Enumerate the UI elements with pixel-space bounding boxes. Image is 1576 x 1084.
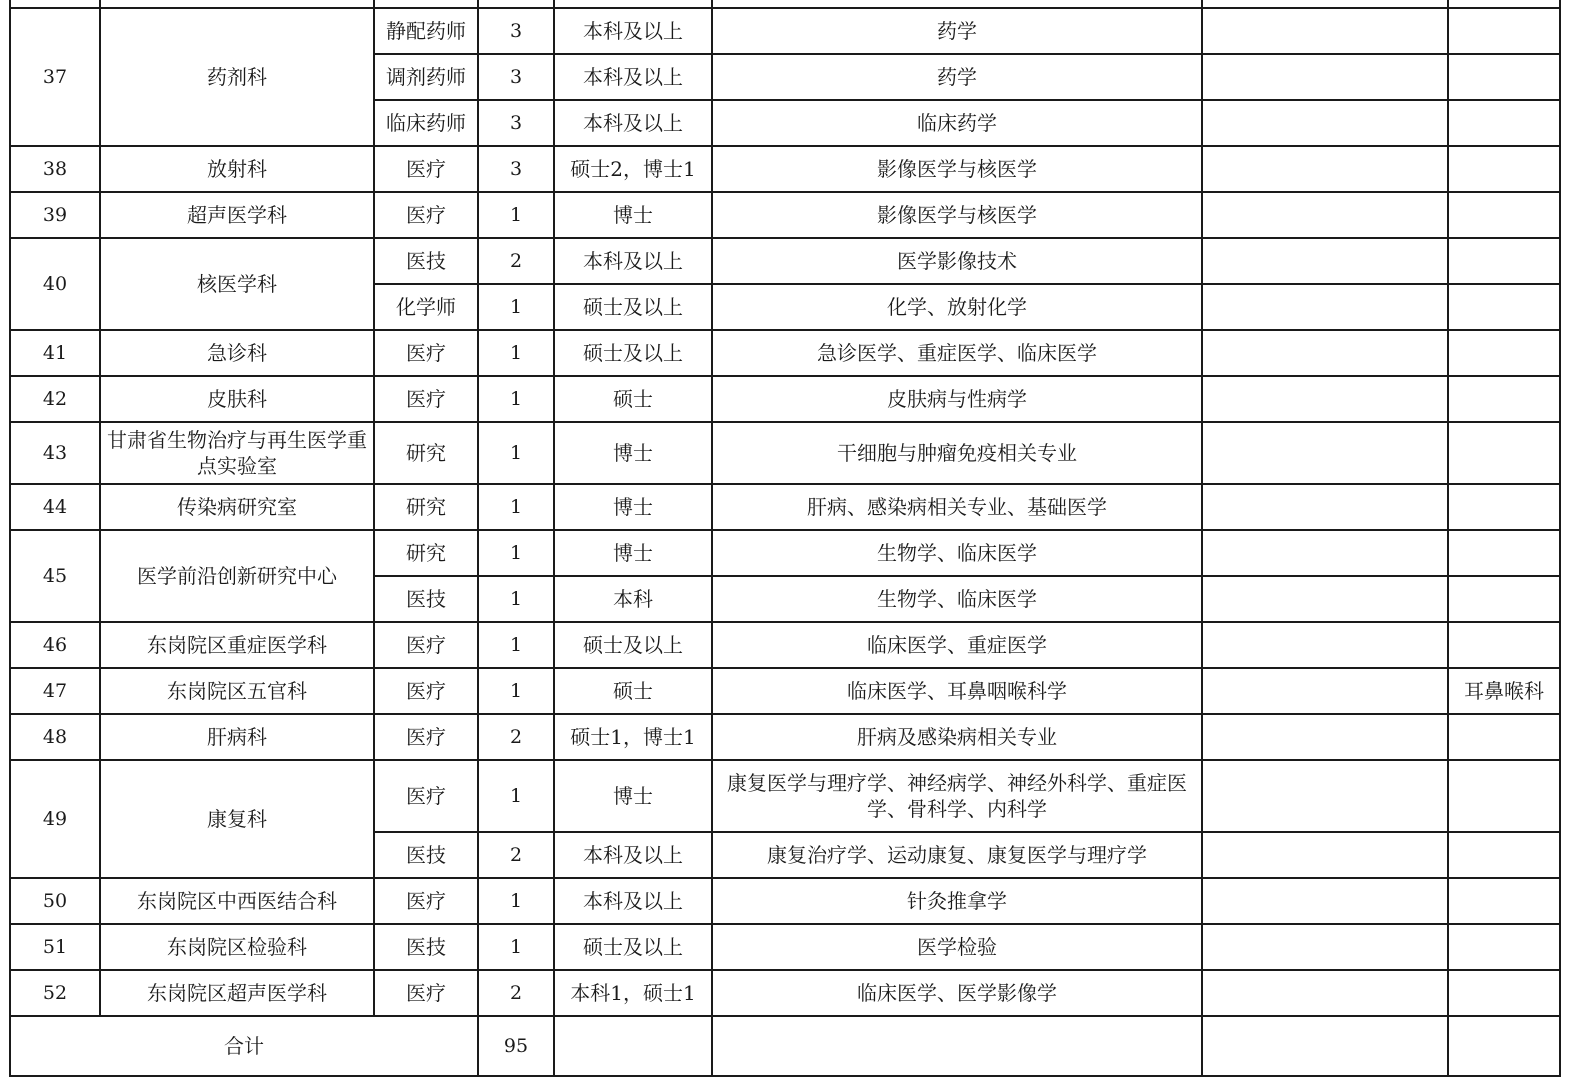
remark-cell [1448,330,1560,376]
position-cell: 医疗 [374,714,478,760]
position-cell: 医疗 [374,970,478,1016]
requirement-cell [1202,760,1448,832]
requirement-cell [1202,714,1448,760]
table-row [10,530,1560,576]
row-number-cell: 45 [10,530,100,622]
requirement-cell [1202,832,1448,878]
row-number-cell: 44 [10,484,100,530]
total-empty-cell [1202,1016,1448,1076]
table-row [10,878,1560,924]
education-cell: 博士 [554,484,712,530]
row-number-cell: 38 [10,146,100,192]
education-cell: 硕士及以上 [554,330,712,376]
department-cell: 东岗院区检验科 [100,924,374,970]
position-cell: 医技 [374,924,478,970]
major-cell: 影像医学与核医学 [712,192,1202,238]
major-cell: 医学影像技术 [712,238,1202,284]
row-number-cell: 40 [10,238,100,330]
requirement-cell [1202,970,1448,1016]
total-row [10,1016,1560,1076]
position-cell: 研究 [374,422,478,484]
total-empty-cell [1448,1016,1560,1076]
headcount-cell: 1 [478,484,554,530]
remark-cell [1448,238,1560,284]
remark-cell [1448,832,1560,878]
department-cell: 皮肤科 [100,376,374,422]
table-row [10,146,1560,192]
major-cell: 化学、放射化学 [712,284,1202,330]
headcount-cell: 1 [478,760,554,832]
requirement-cell [1202,100,1448,146]
position-cell: 化学师 [374,284,478,330]
headcount-cell: 1 [478,376,554,422]
department-cell: 甘肃省生物治疗与再生医学重点实验室 [100,422,374,484]
row-number-cell: 41 [10,330,100,376]
major-cell: 肝病及感染病相关专业 [712,714,1202,760]
education-cell: 本科及以上 [554,100,712,146]
department-cell: 东岗院区重症医学科 [100,622,374,668]
department-cell: 传染病研究室 [100,484,374,530]
position-cell: 医疗 [374,376,478,422]
remark-cell [1448,422,1560,484]
cutoff-cell [1448,0,1560,8]
requirement-cell [1202,54,1448,100]
headcount-cell: 3 [478,100,554,146]
requirement-cell [1202,668,1448,714]
position-cell: 医技 [374,832,478,878]
department-cell: 康复科 [100,760,374,878]
total-label-cell: 合计 [10,1016,478,1076]
position-cell: 临床药师 [374,100,478,146]
cutoff-cell [1202,0,1448,8]
headcount-cell: 1 [478,422,554,484]
requirement-cell [1202,376,1448,422]
department-cell: 急诊科 [100,330,374,376]
headcount-cell: 3 [478,54,554,100]
row-number-cell: 43 [10,422,100,484]
table-row-cutoff [10,0,1560,8]
row-number-cell: 42 [10,376,100,422]
major-cell: 针灸推拿学 [712,878,1202,924]
recruitment-table-sheet [9,0,1561,1077]
position-cell: 医疗 [374,878,478,924]
major-cell: 皮肤病与性病学 [712,376,1202,422]
education-cell: 硕士 [554,668,712,714]
position-cell: 调剂药师 [374,54,478,100]
requirement-cell [1202,422,1448,484]
headcount-cell: 1 [478,924,554,970]
major-cell: 药学 [712,8,1202,54]
requirement-cell [1202,530,1448,576]
table-row [10,422,1560,484]
major-cell: 影像医学与核医学 [712,146,1202,192]
table-row [10,484,1560,530]
requirement-cell [1202,330,1448,376]
table-row [10,192,1560,238]
cutoff-cell [554,0,712,8]
headcount-cell: 1 [478,576,554,622]
major-cell: 生物学、临床医学 [712,530,1202,576]
department-cell: 医学前沿创新研究中心 [100,530,374,622]
major-cell: 康复治疗学、运动康复、康复医学与理疗学 [712,832,1202,878]
table-row [10,8,1560,54]
cutoff-cell [10,0,100,8]
position-cell: 医技 [374,576,478,622]
major-cell: 生物学、临床医学 [712,576,1202,622]
remark-cell [1448,484,1560,530]
requirement-cell [1202,622,1448,668]
total-empty-cell [554,1016,712,1076]
education-cell: 博士 [554,760,712,832]
requirement-cell [1202,146,1448,192]
position-cell: 医疗 [374,330,478,376]
remark-cell [1448,376,1560,422]
major-cell: 临床医学、重症医学 [712,622,1202,668]
headcount-cell: 1 [478,878,554,924]
education-cell: 本科及以上 [554,8,712,54]
table-row [10,760,1560,832]
education-cell: 硕士 [554,376,712,422]
education-cell: 硕士及以上 [554,924,712,970]
cutoff-cell [100,0,374,8]
major-cell: 干细胞与肿瘤免疫相关专业 [712,422,1202,484]
position-cell: 研究 [374,484,478,530]
department-cell: 东岗院区五官科 [100,668,374,714]
table-body [10,0,1560,1076]
requirement-cell [1202,8,1448,54]
department-cell: 核医学科 [100,238,374,330]
row-number-cell: 37 [10,8,100,146]
row-number-cell: 47 [10,668,100,714]
headcount-cell: 1 [478,622,554,668]
requirement-cell [1202,924,1448,970]
row-number-cell: 49 [10,760,100,878]
remark-cell [1448,924,1560,970]
position-cell: 静配药师 [374,8,478,54]
recruitment-table [9,0,1561,1077]
total-empty-cell [712,1016,1202,1076]
major-cell: 肝病、感染病相关专业、基础医学 [712,484,1202,530]
remark-cell [1448,760,1560,832]
requirement-cell [1202,484,1448,530]
row-number-cell: 52 [10,970,100,1016]
remark-cell [1448,714,1560,760]
table-row [10,668,1560,714]
education-cell: 硕士及以上 [554,622,712,668]
headcount-cell: 1 [478,668,554,714]
remark-cell [1448,8,1560,54]
education-cell: 博士 [554,192,712,238]
major-cell: 药学 [712,54,1202,100]
education-cell: 本科1，硕士1 [554,970,712,1016]
remark-cell [1448,970,1560,1016]
table-row [10,622,1560,668]
major-cell: 临床医学、耳鼻咽喉科学 [712,668,1202,714]
cutoff-cell [478,0,554,8]
requirement-cell [1202,284,1448,330]
major-cell: 临床医学、医学影像学 [712,970,1202,1016]
education-cell: 本科及以上 [554,832,712,878]
remark-cell [1448,284,1560,330]
remark-cell [1448,530,1560,576]
row-number-cell: 48 [10,714,100,760]
table-row [10,376,1560,422]
position-cell: 医疗 [374,192,478,238]
row-number-cell: 51 [10,924,100,970]
table-row [10,330,1560,376]
requirement-cell [1202,238,1448,284]
education-cell: 硕士及以上 [554,284,712,330]
headcount-cell: 3 [478,8,554,54]
row-number-cell: 39 [10,192,100,238]
remark-cell [1448,192,1560,238]
headcount-cell: 2 [478,970,554,1016]
table-row [10,924,1560,970]
cutoff-cell [374,0,478,8]
position-cell: 研究 [374,530,478,576]
major-cell: 康复医学与理疗学、神经病学、神经外科学、重症医学、骨科学、内科学 [712,760,1202,832]
remark-cell [1448,576,1560,622]
education-cell: 本科及以上 [554,54,712,100]
headcount-cell: 2 [478,238,554,284]
requirement-cell [1202,878,1448,924]
headcount-cell: 1 [478,330,554,376]
position-cell: 医疗 [374,668,478,714]
remark-cell [1448,878,1560,924]
education-cell: 博士 [554,422,712,484]
table-row [10,714,1560,760]
table-row [10,238,1560,284]
requirement-cell [1202,192,1448,238]
headcount-cell: 3 [478,146,554,192]
position-cell: 医疗 [374,760,478,832]
total-count-cell: 95 [478,1016,554,1076]
headcount-cell: 1 [478,192,554,238]
headcount-cell: 2 [478,714,554,760]
row-number-cell: 46 [10,622,100,668]
remark-cell [1448,54,1560,100]
department-cell: 肝病科 [100,714,374,760]
education-cell: 本科及以上 [554,878,712,924]
department-cell: 东岗院区中西医结合科 [100,878,374,924]
education-cell: 本科及以上 [554,238,712,284]
department-cell: 药剂科 [100,8,374,146]
requirement-cell [1202,576,1448,622]
department-cell: 东岗院区超声医学科 [100,970,374,1016]
table-row [10,970,1560,1016]
remark-cell [1448,622,1560,668]
remark-cell [1448,146,1560,192]
cutoff-cell [712,0,1202,8]
major-cell: 医学检验 [712,924,1202,970]
education-cell: 博士 [554,530,712,576]
education-cell: 硕士1，博士1 [554,714,712,760]
position-cell: 医疗 [374,146,478,192]
major-cell: 临床药学 [712,100,1202,146]
department-cell: 放射科 [100,146,374,192]
education-cell: 硕士2，博士1 [554,146,712,192]
remark-cell: 耳鼻喉科 [1448,668,1560,714]
major-cell: 急诊医学、重症医学、临床医学 [712,330,1202,376]
position-cell: 医技 [374,238,478,284]
education-cell: 本科 [554,576,712,622]
headcount-cell: 2 [478,832,554,878]
headcount-cell: 1 [478,284,554,330]
position-cell: 医疗 [374,622,478,668]
remark-cell [1448,100,1560,146]
row-number-cell: 50 [10,878,100,924]
headcount-cell: 1 [478,530,554,576]
department-cell: 超声医学科 [100,192,374,238]
